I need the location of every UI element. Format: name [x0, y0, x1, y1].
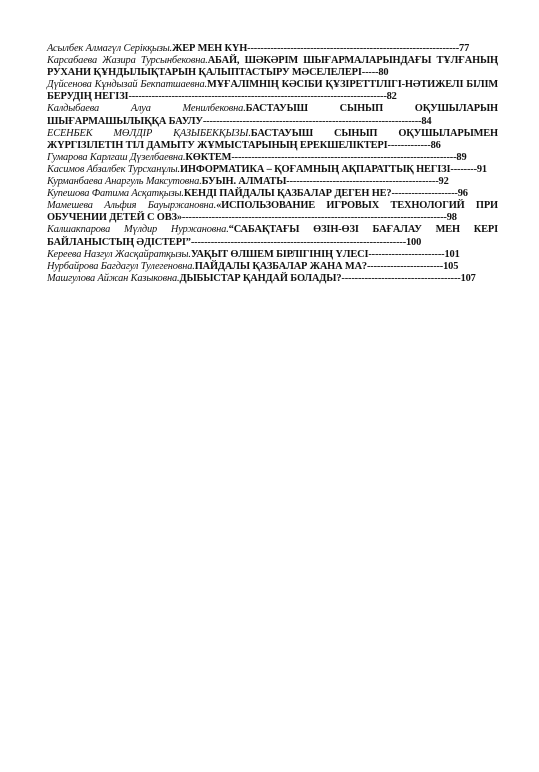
toc-author: Асылбек Алмагүл Серікқызы.	[47, 43, 173, 54]
toc-leader: -----------------------------------------------------------------	[190, 236, 407, 248]
toc-page-number: 92	[438, 176, 449, 188]
toc-page-number: 100	[406, 236, 422, 248]
toc-page-number: 80	[378, 67, 389, 79]
toc-leader: -----	[361, 67, 379, 79]
toc-leader: -----------------------	[366, 260, 444, 272]
toc-author: Нурбайрова Багдагул Тулегеновна.	[47, 260, 195, 272]
toc-title: АБАЙ, ШӘКӘРІМ ШЫҒАРМАЛАРЫНДАҒЫ ТҰЛҒАНЫҢ РУХАНИ ҚҰНДЫЛЫҚТАРЫН ҚАЛЫПТАСТЫРУ МӘСЕЛЕЛЕРІ	[47, 55, 498, 79]
toc-author: Машгулова Айжан Казыковна.	[47, 272, 180, 284]
toc-author: Касимов Абзалбек Турсханұлы.	[47, 163, 180, 175]
toc-leader: ----------------------------------------------	[286, 176, 439, 188]
toc-entry	[47, 273, 498, 285]
toc-entry	[47, 43, 498, 55]
toc-entry	[47, 103, 498, 127]
toc-title: ДЫБЫСТАР ҚАНДАЙ БОЛАДЫ?	[179, 272, 342, 284]
toc-page-number: 96	[457, 188, 468, 200]
toc-title: МҰҒАЛІМНІҢ КӘСІБИ ҚҰЗІРЕТТІЛІГІ-НӘТИЖЕЛІ БІЛІМ БЕРУДІҢ НЕГІЗІ	[47, 79, 499, 103]
toc-page-number: 82	[386, 91, 397, 103]
toc-entry	[47, 249, 498, 261]
toc-author: Калшакпарова Мүлдир Нуржановна.	[47, 224, 229, 236]
toc-leader: -----------------------	[368, 248, 445, 260]
toc-author: Кереева Назгул Жасқайратқызы.	[47, 248, 191, 260]
toc-author: Калдыбаева Алуа Менилбековна.	[47, 103, 246, 115]
toc-page-number: 86	[430, 139, 441, 151]
toc-author: Курманбаева Анаргуль Максутовна.	[47, 176, 202, 188]
toc-leader: ----------------------------------------------------------------	[247, 43, 460, 54]
toc-title: БАСТАУЫШ СЫНЫП ОҚУШЫЛАРЫМЕН ЖҮРГІЗІЛЕТІН ТІЛ ДАМЫТУ ЖҰМЫСТАРЫНЫҢ ЕРЕКШЕЛІКТЕРІ	[47, 127, 498, 151]
toc-title: БУЫН. АЛМАТЫ	[201, 176, 287, 188]
toc-leader: --------	[450, 163, 477, 175]
toc-title: КЕНДІ ПАЙДАЛЫ ҚАЗБАЛАР ДЕГЕН НЕ?	[183, 188, 392, 200]
toc-leader: --------------------------------------------------------------------------------	[181, 212, 447, 224]
toc-entry	[47, 164, 498, 176]
toc-page-number: 101	[444, 248, 460, 260]
toc-entry	[47, 55, 498, 79]
toc-page-number: 105	[443, 260, 459, 272]
toc-author: Дүйсенова Кұндызай Бекпатшаевна.	[47, 79, 207, 91]
toc-author: ЕСЕНБЕК МӨЛДІР ҚАЗЫБЕКҚЫЗЫ.	[47, 127, 251, 139]
toc-title: “САБАҚТАҒЫ ӨЗІН-ӨЗІ БАҒАЛАУ МЕН КЕРІ БАЙЛАНЫСТЫҢ ӘДІСТЕРІ”	[47, 224, 498, 248]
toc-page-number: 84	[421, 115, 432, 127]
toc-page-number: 98	[446, 212, 457, 224]
table-of-contents	[47, 43, 498, 285]
toc-title: «ИСПОЛЬЗОВАНИЕ ИГРОВЫХ ТЕХНОЛОГИЙ ПРИ ОБУЧЕНИИ ДЕТЕЙ С ОВЗ»	[47, 200, 498, 224]
toc-author: Гумарова Карлгаш Дүзелбаевна.	[47, 151, 186, 163]
toc-entry	[47, 128, 498, 152]
toc-leader: ------------------------------------	[341, 272, 461, 284]
toc-leader: ------------------------------------------------------------------------------	[128, 91, 387, 103]
toc-author: Мамешева Альфия Бауыржановна.	[47, 200, 217, 212]
toc-title: ПАЙДАЛЫ ҚАЗБАЛАР ЖАНА МА?	[194, 260, 367, 272]
toc-title: ИНФОРМАТИКА – ҚОҒАМНЫҢ АҚПАРАТТЫҚ НЕГІЗІ	[179, 163, 451, 175]
toc-leader: --------------------	[391, 188, 458, 200]
toc-entry	[47, 200, 498, 224]
toc-leader: -------------	[387, 139, 431, 151]
toc-entry	[47, 224, 498, 248]
toc-title: УАҚЫТ ӨЛШЕМ БІРЛІГІНІҢ ҮЛЕСІ	[190, 248, 369, 260]
toc-leader: --------------------------------------------------------------------	[231, 151, 457, 163]
toc-page-number: 77	[459, 43, 470, 54]
toc-entry	[47, 176, 498, 188]
toc-page-number: 91	[476, 163, 487, 175]
toc-page-number: 89	[456, 151, 467, 163]
toc-page-number: 107	[460, 272, 476, 284]
toc-entry	[47, 188, 498, 200]
toc-entry	[47, 79, 498, 103]
toc-entry	[47, 261, 498, 273]
toc-entry	[47, 152, 498, 164]
toc-author: Купешова Фатима Асқатқызы.	[47, 188, 184, 200]
toc-title: ЖЕР МЕН КҮН	[172, 43, 248, 54]
toc-author: Карсабаева Жазира Турсынбековна.	[47, 55, 208, 67]
toc-title: КӨКТЕМ	[185, 151, 232, 163]
toc-leader: ------------------------------------------------------------------	[202, 115, 422, 127]
toc-title: БАСТАУЫШ СЫНЫП ОҚУШЫЛАРЫН ШЫҒАРМАШЫЛЫҚҚА БАУЛУ	[47, 103, 498, 127]
